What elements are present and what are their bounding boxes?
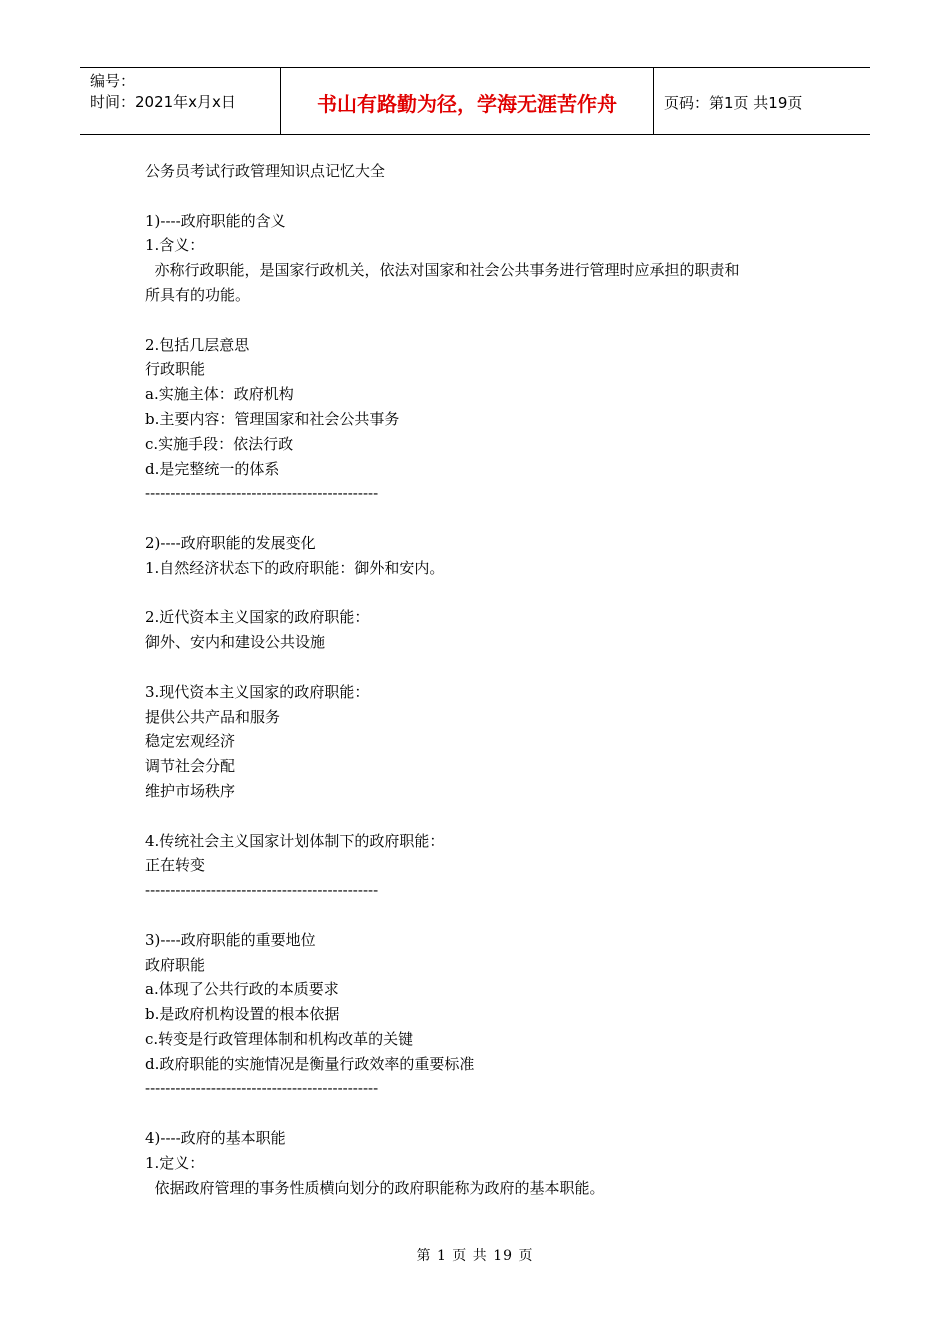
text-line: 行政职能: [145, 360, 206, 379]
document-number-label: 编号：: [90, 72, 136, 90]
text-line: 稳定宏观经济: [145, 732, 236, 751]
blank-line: [145, 655, 825, 680]
header-motto: 书山有路勤为径，学海无涯苦作舟: [281, 68, 654, 134]
text-line: d.是完整统一的体系: [145, 459, 280, 478]
blank-line: [145, 903, 825, 928]
header-page-info: 页码：第1页 共19页: [664, 93, 803, 112]
text-line: 亦称行政职能，是国家行政机关，依法对国家和社会公共事务进行管理时应承担的职责和: [145, 261, 740, 280]
blank-line: [145, 308, 825, 333]
document-time-label: 时间：2021年x月x日: [90, 93, 236, 111]
blank-line: [145, 581, 825, 606]
text-line: 1.自然经济状态下的政府职能：御外和安内。: [145, 558, 445, 577]
text-line: 维护市场秩序: [145, 781, 236, 800]
blank-line: [145, 506, 825, 531]
text-line: 1.含义：: [145, 236, 205, 255]
text-line: 3.现代资本主义国家的政府职能：: [145, 682, 370, 701]
text-line: a.实施主体：政府机构: [145, 385, 294, 404]
section-divider: ----------------------------------------------: [145, 484, 379, 503]
document-body: [145, 159, 825, 1200]
text-line: 2)----政府职能的发展变化: [145, 533, 316, 552]
text-line: 所具有的功能。: [145, 285, 251, 304]
text-line: 1)----政府职能的含义: [145, 211, 286, 230]
text-line: 提供公共产品和服务: [145, 707, 281, 726]
document-header: [80, 67, 870, 135]
text-line: c.转变是行政管理体制和机构改革的关键: [145, 1029, 414, 1048]
header-meta: [80, 68, 281, 134]
text-line: c.实施手段：依法行政: [145, 434, 294, 453]
text-line: a.体现了公共行政的本质要求: [145, 980, 339, 999]
text-line: b.主要内容：管理国家和社会公共事务: [145, 409, 400, 428]
text-line: 1.定义：: [145, 1153, 205, 1172]
text-line: 2.包括几层意思: [145, 335, 250, 354]
blank-line: [145, 804, 825, 829]
text-line: 公务员考试行政管理知识点记忆大全: [145, 162, 386, 180]
blank-line: [145, 1101, 825, 1126]
text-line: b.是政府机构设置的根本依据: [145, 1005, 340, 1024]
text-line: 3)----政府职能的重要地位: [145, 930, 316, 949]
text-line: 正在转变: [145, 856, 206, 875]
section-divider: ----------------------------------------------: [145, 1079, 379, 1098]
text-line: 御外、安内和建设公共设施: [145, 633, 326, 652]
blank-line: [145, 184, 825, 209]
section-divider: ----------------------------------------------: [145, 881, 379, 900]
text-line: 依据政府管理的事务性质横向划分的政府职能称为政府的基本职能。: [145, 1178, 605, 1197]
text-line: 4.传统社会主义国家计划体制下的政府职能：: [145, 831, 445, 850]
text-line: d.政府职能的实施情况是衡量行政效率的重要标准: [145, 1054, 475, 1073]
text-line: 政府职能: [145, 955, 206, 974]
page-footer: 第 1 页 共 19 页: [416, 1248, 534, 1264]
text-line: 2.近代资本主义国家的政府职能：: [145, 608, 370, 627]
text-line: 4)----政府的基本职能: [145, 1129, 286, 1148]
text-line: 调节社会分配: [145, 757, 236, 776]
